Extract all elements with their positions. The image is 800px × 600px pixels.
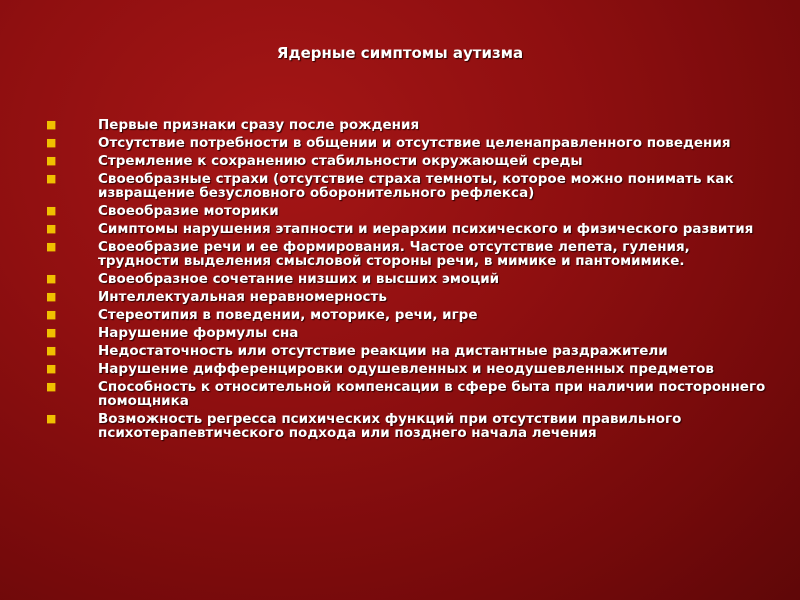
- bullet-item: [46, 380, 766, 408]
- bullet-item: [46, 272, 766, 286]
- bullet-item: [46, 172, 766, 200]
- bullet-text: Отсутствие потребности в общении и отсутствие целенаправленного поведения: [98, 135, 731, 151]
- bullet-item: [46, 326, 766, 340]
- bullet-item: [46, 222, 766, 236]
- bullet-list: [46, 118, 766, 444]
- bullet-square-icon: ■: [46, 290, 57, 303]
- bullet-square-icon: ■: [46, 380, 57, 393]
- bullet-text: Нарушение дифференцировки одушевленных и неодушевленных предметов: [98, 361, 714, 377]
- bullet-square-icon: ■: [46, 272, 57, 285]
- bullet-text: Своеобразное сочетание низших и высших эмоций: [98, 271, 500, 287]
- bullet-square-icon: ■: [46, 222, 57, 235]
- bullet-item: [46, 344, 766, 358]
- bullet-item: [46, 290, 766, 304]
- bullet-item: [46, 412, 766, 440]
- bullet-text: Первые признаки сразу после рождения: [98, 117, 420, 133]
- bullet-item: [46, 118, 766, 132]
- bullet-text: Недостаточность или отсутствие реакции на дистантные раздражители: [98, 343, 668, 359]
- bullet-text: Возможность регресса психических функций при отсутствии правильного психотерапевтического подхода или позднего начала лечения: [98, 411, 682, 441]
- bullet-square-icon: ■: [46, 154, 57, 167]
- bullet-text: Своеобразные страхи (отсутствие страха темноты, которое можно понимать как извращение безусловного оборонительного рефлекса): [98, 171, 734, 201]
- bullet-item: [46, 154, 766, 168]
- bullet-item: [46, 308, 766, 322]
- bullet-square-icon: ■: [46, 136, 57, 149]
- bullet-square-icon: ■: [46, 308, 57, 321]
- bullet-text: Своеобразие моторики: [98, 203, 279, 219]
- bullet-text: Интеллектуальная неравномерность: [98, 289, 387, 305]
- bullet-text: Способность к относительной компенсации в сфере быта при наличии постороннего помощника: [98, 379, 766, 409]
- bullet-text: Симптомы нарушения этапности и иерархии психического и физического развития: [98, 221, 754, 237]
- bullet-item: [46, 240, 766, 268]
- bullet-text: Стремление к сохранению стабильности окружающей среды: [98, 153, 583, 169]
- bullet-square-icon: ■: [46, 118, 57, 131]
- bullet-item: [46, 362, 766, 376]
- bullet-text: Стереотипия в поведении, моторике, речи, игре: [98, 307, 478, 323]
- bullet-square-icon: ■: [46, 344, 57, 357]
- bullet-square-icon: ■: [46, 240, 57, 253]
- bullet-square-icon: ■: [46, 326, 57, 339]
- bullet-item: [46, 136, 766, 150]
- bullet-text: Своеобразие речи и ее формирования. Частое отсутствие лепета, гуления, трудности выделения смысловой стороны речи, в мимике и пантомимике.: [98, 239, 690, 269]
- bullet-item: [46, 204, 766, 218]
- bullet-square-icon: ■: [46, 204, 57, 217]
- bullet-square-icon: ■: [46, 412, 57, 425]
- bullet-square-icon: ■: [46, 362, 57, 375]
- slide-title: Ядерные симптомы аутизма: [276, 44, 524, 62]
- bullet-square-icon: ■: [46, 172, 57, 185]
- bullet-text: Нарушение формулы сна: [98, 325, 299, 341]
